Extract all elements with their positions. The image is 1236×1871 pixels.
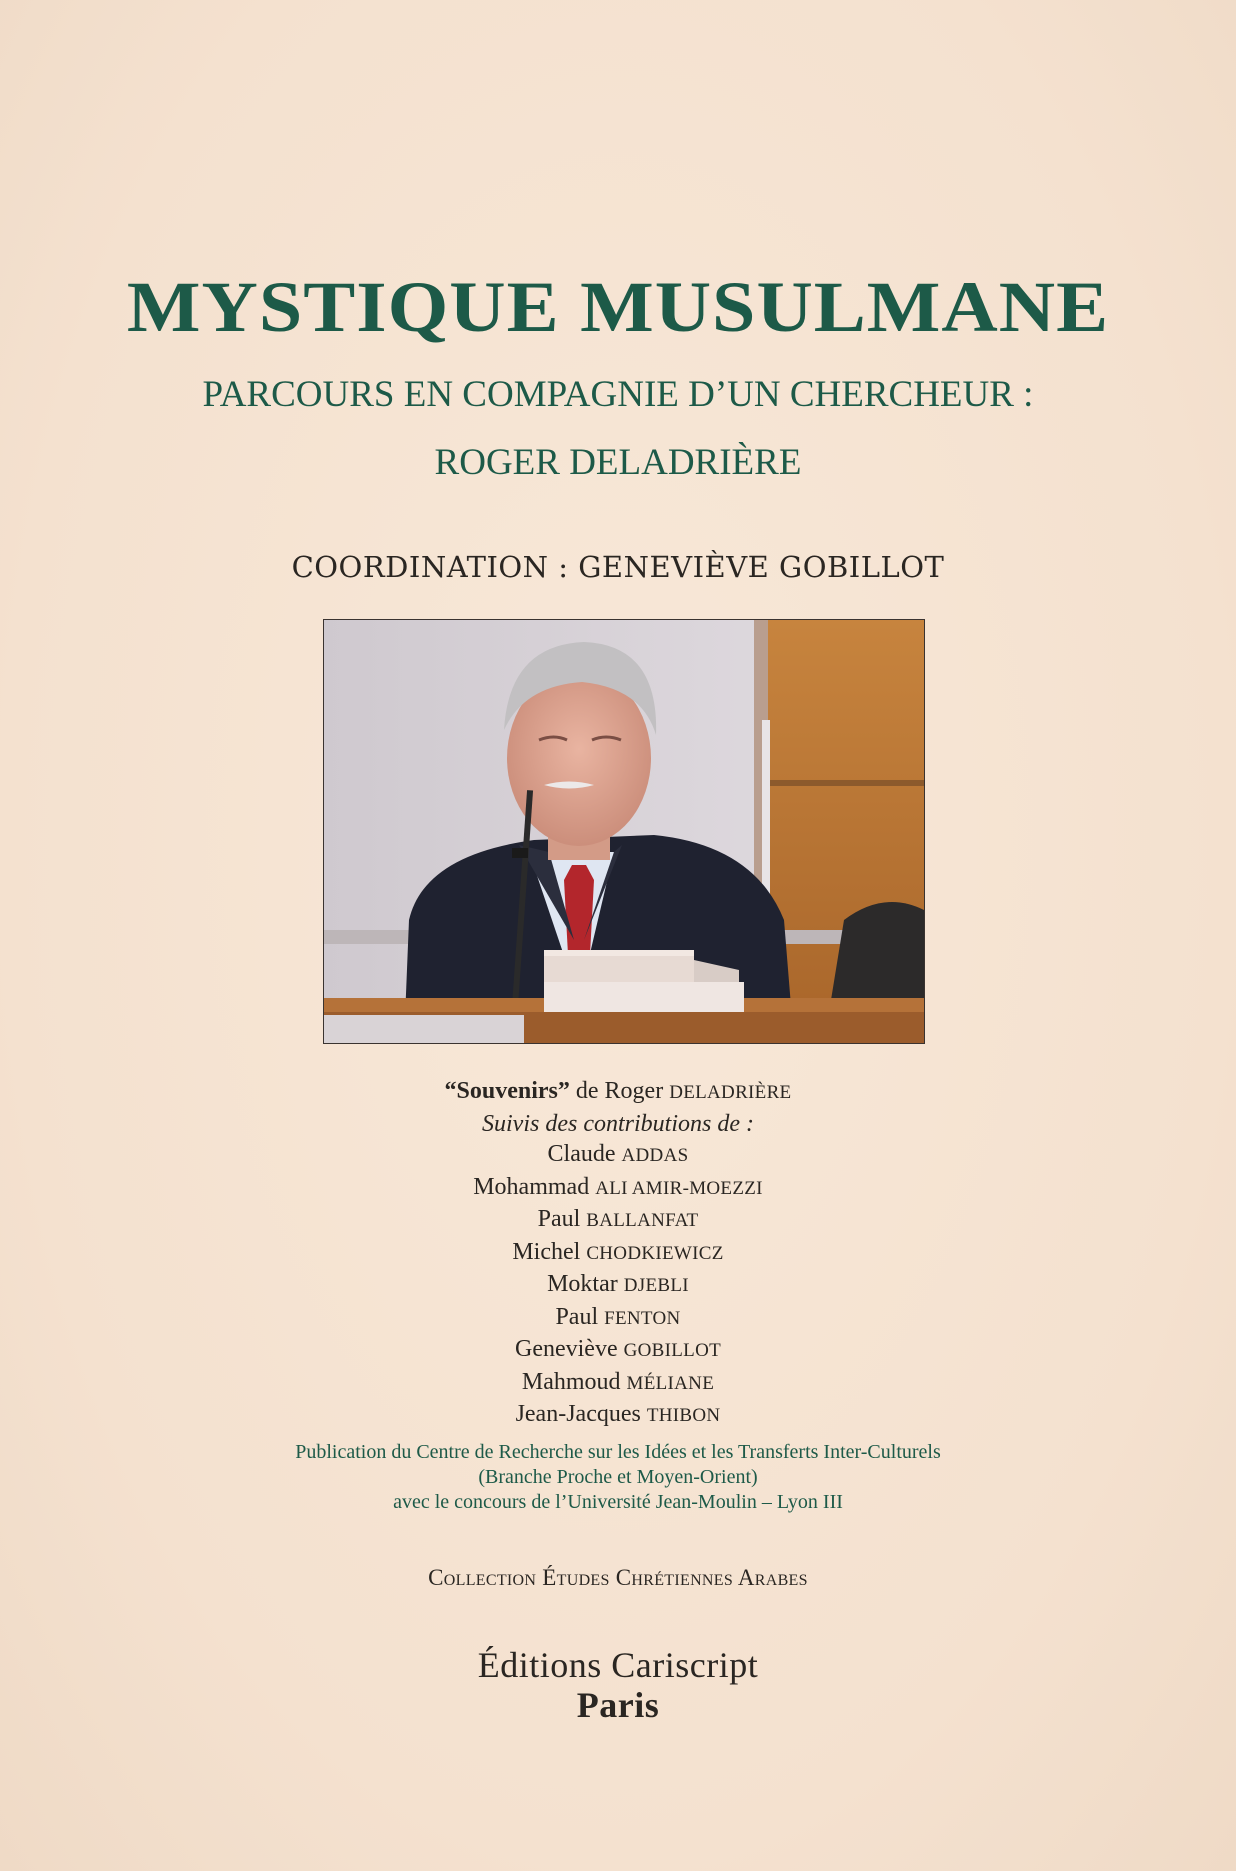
contributor-first-name: Claude	[547, 1141, 616, 1167]
contributor-first-name: Paul	[537, 1206, 581, 1232]
souvenirs-title: “Souvenirs”	[444, 1078, 570, 1104]
followed-by-line: Suivis des contributions de :	[482, 1110, 754, 1137]
contributor-item	[0, 1172, 1236, 1205]
contributor-last-name: THIBON	[646, 1405, 721, 1426]
author-photo	[323, 619, 925, 1044]
contributor-item	[0, 1139, 1236, 1172]
publisher-name: Éditions Cariscript	[477, 1645, 759, 1685]
publication-line2: (Branche Proche et Moyen-Orient)	[478, 1466, 758, 1488]
contributor-last-name: FENTON	[604, 1307, 681, 1329]
contributor-last-name: MÉLIANE	[626, 1372, 715, 1394]
contributor-first-name: Mahmoud	[521, 1368, 621, 1395]
contributor-item	[0, 1237, 1236, 1270]
publisher-city: Paris	[576, 1685, 660, 1725]
contributor-last-name: ADDAS	[621, 1145, 689, 1166]
contributor-item	[0, 1269, 1236, 1302]
souvenirs-line	[0, 1076, 1236, 1109]
book-subtitle-line2: ROGER DELADRIÈRE	[434, 442, 802, 483]
coordination-credit: COORDINATION : GENEVIÈVE GOBILLOT	[291, 550, 945, 584]
contributor-last-name: ALI AMIR-MOEZZI	[595, 1177, 763, 1199]
contributor-list	[0, 1139, 1236, 1432]
publication-line1: Publication du Centre de Recherche sur les Idées et les Transferts Inter-Culturels	[295, 1441, 941, 1463]
publication-note	[0, 1440, 1236, 1515]
book-subtitle-line1: PARCOURS EN COMPAGNIE D’UN CHERCHEUR :	[202, 374, 1034, 415]
publication-line3: avec le concours de l’Université Jean-Moulin – Lyon III	[393, 1491, 843, 1513]
contributor-first-name: Moktar	[547, 1271, 618, 1297]
contributor-item	[0, 1334, 1236, 1367]
contributor-first-name: Michel	[512, 1238, 581, 1265]
contributor-first-name: Jean-Jacques	[515, 1401, 641, 1427]
portrait-image	[324, 620, 924, 1043]
credits-block	[0, 1076, 1236, 1432]
souvenirs-by-surname: DELADRIÈRE	[669, 1082, 792, 1103]
contributor-first-name: Paul	[555, 1303, 599, 1330]
souvenirs-by-prefix: de Roger	[569, 1078, 670, 1104]
contributor-last-name: DJEBLI	[623, 1275, 689, 1296]
book-title: MYSTIQUE MUSULMANE	[126, 266, 1110, 347]
contributor-item	[0, 1367, 1236, 1400]
contributor-item	[0, 1399, 1236, 1432]
collection-name: Collection Études Chrétiennes Arabes	[428, 1565, 808, 1590]
contributor-first-name: Mohammad	[473, 1173, 590, 1200]
contributor-item	[0, 1204, 1236, 1237]
contributor-item	[0, 1302, 1236, 1335]
contributor-last-name: CHODKIEWICZ	[586, 1242, 724, 1264]
publisher-block	[0, 1645, 1236, 1725]
contributor-first-name: Geneviève	[515, 1336, 618, 1362]
contributor-last-name: BALLANFAT	[586, 1210, 699, 1231]
contributor-last-name: GOBILLOT	[623, 1340, 721, 1361]
